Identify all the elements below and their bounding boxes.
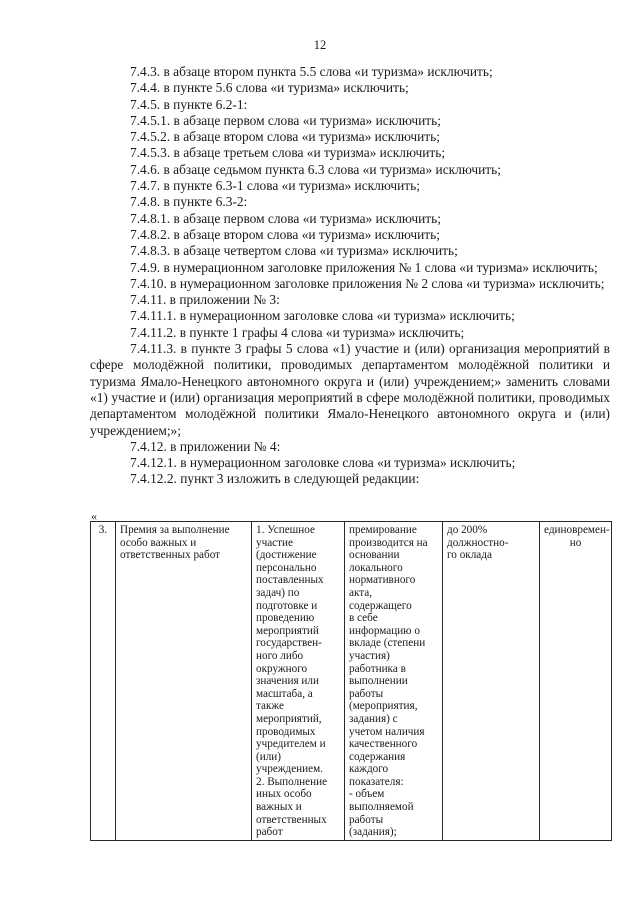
amount-cell: до 200% должностно- го оклада	[443, 522, 540, 841]
paragraph-7-4-11: 7.4.11. в приложении № 3:	[130, 292, 280, 308]
paragraph-7-4-5: 7.4.5. в пункте 6.2-1:	[130, 96, 248, 112]
opening-quote-mark: «	[91, 509, 97, 523]
page-number: 12	[313, 38, 327, 52]
paragraph-7-4-12: 7.4.12. в приложении № 4:	[130, 438, 281, 454]
paragraph-7-4-11-3: 7.4.11.3. в пункте 3 графы 5 слова «1) участие и (или) организация мероприятий в сфере молодёжной политики, проводимых департаментом молодёжной политики и туризма Ямало-Ненецкого автономного округа и (или) учреждением;» заменить словами «1) участие и (или) организация мероприятий в сфере молодёжной политики, проводимых департаментом молодёжной политики Ямало-Ненецкого автономного округа и (или) учреждением;»;	[90, 341, 610, 438]
paragraph-7-4-8-1: 7.4.8.1. в абзаце первом слова «и туризма» исключить;	[130, 210, 441, 226]
paragraph-7-4-9: 7.4.9. в нумерационном заголовке приложения № 1 слова «и туризма» исключить;	[130, 259, 598, 275]
award-name-cell: Премия за выполнение особо важных и ответственных работ	[116, 522, 252, 841]
criteria-cell: 1. Успешное участие (достижение персонально поставленных задач) по подготовке и проведению мероприятий государствен- ного либо окружного значения или масштаба, а также мероприятий, проводимых учредителем и (или) учреждением. 2. Выполнение иных особо важных и ответственных работ	[252, 522, 345, 841]
paragraph-7-4-4: 7.4.4. в пункте 5.6 слова «и туризма» исключить;	[130, 80, 409, 96]
conditions-cell: премирование производится на основании локального нормативного акта, содержащего в себе информацию о вкладе (степени участия) работника в выполнении работы (мероприятия, задания) с учетом наличия качественного содержания каждого показателя: - объем выполняемой работы (задания);	[345, 522, 443, 841]
paragraph-7-4-6: 7.4.6. в абзаце седьмом пункта 6.3 слова «и туризма» исключить;	[130, 161, 501, 177]
paragraph-7-4-5-1: 7.4.5.1. в абзаце первом слова «и туризма» исключить;	[130, 112, 441, 128]
paragraph-7-4-8: 7.4.8. в пункте 6.3-2:	[130, 194, 248, 210]
paragraph-7-4-5-2: 7.4.5.2. в абзаце втором слова «и туризма» исключить;	[130, 129, 440, 145]
period-cell: единовремен- но	[540, 522, 612, 841]
paragraph-7-4-3: 7.4.3. в абзаце втором пункта 5.5 слова «и туризма» исключить;	[130, 64, 493, 79]
paragraph-7-4-8-3: 7.4.8.3. в абзаце четвертом слова «и туризма» исключить;	[130, 243, 458, 259]
paragraph-7-4-10: 7.4.10. в нумерационном заголовке приложения № 2 слова «и туризма» исключить;	[130, 275, 605, 291]
document-body	[90, 64, 610, 488]
paragraph-7-4-12-1: 7.4.12.1. в нумерационном заголовке слова «и туризма» исключить;	[130, 455, 516, 471]
paragraph-7-4-7: 7.4.7. в пункте 6.3-1 слова «и туризма» исключить;	[130, 178, 420, 194]
paragraph-7-4-12-2: 7.4.12.2. пункт 3 изложить в следующей редакции:	[130, 471, 420, 487]
table-row	[91, 522, 612, 841]
award-table	[90, 521, 612, 841]
paragraph-7-4-11-1: 7.4.11.1. в нумерационном заголовке слова «и туризма» исключить;	[130, 308, 515, 324]
paragraph-7-4-11-2: 7.4.11.2. в пункте 1 графы 4 слова «и туризма» исключить;	[130, 324, 465, 340]
paragraph-7-4-5-3: 7.4.5.3. в абзаце третьем слова «и туризма» исключить;	[130, 145, 446, 161]
paragraph-7-4-8-2: 7.4.8.2. в абзаце втором слова «и туризма» исключить;	[130, 226, 440, 242]
row-number-cell: 3.	[91, 522, 116, 841]
